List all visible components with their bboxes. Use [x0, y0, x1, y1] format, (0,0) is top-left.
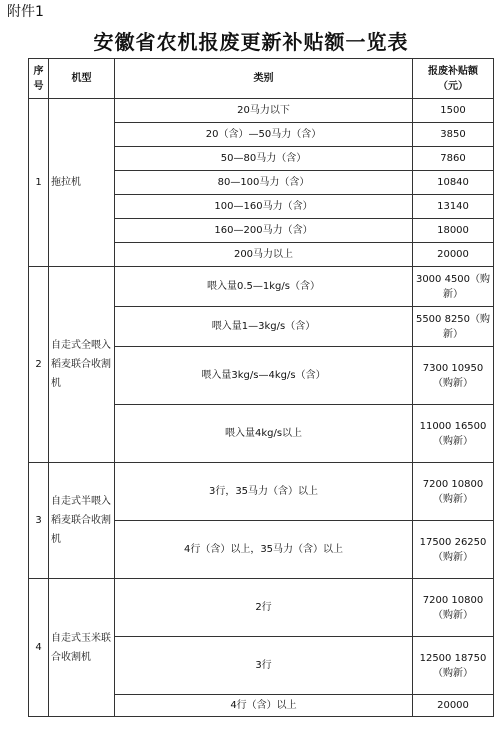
table-row	[29, 463, 494, 521]
table-row	[29, 267, 494, 307]
category-cell: 160—200马力（含）	[115, 219, 413, 243]
table-row	[29, 99, 494, 123]
header-no-line1: 序	[33, 65, 44, 77]
header-category: 类别	[115, 59, 413, 99]
row-number: 1	[29, 99, 49, 267]
category-cell: 4行（含）以上，35马力（含）以上	[115, 521, 413, 579]
amount-cell: 10840	[413, 171, 494, 195]
table-header-row	[29, 59, 494, 99]
category-cell: 喂入量1—3kg/s（含）	[115, 307, 413, 347]
category-cell: 喂入量3kg/s—4kg/s（含）	[115, 347, 413, 405]
category-cell: 喂入量0.5—1kg/s（含）	[115, 267, 413, 307]
amount-cell: 3000 4500（购新）	[413, 267, 494, 307]
header-machine: 机型	[49, 59, 115, 99]
amount-cell: 20000	[413, 695, 494, 717]
category-cell: 20马力以下	[115, 99, 413, 123]
header-amount-line1: 报废补贴额	[428, 65, 478, 77]
amount-cell: 7860	[413, 147, 494, 171]
amount-cell: 12500 18750（购新）	[413, 637, 494, 695]
amount-cell: 11000 16500（购新）	[413, 405, 494, 463]
amount-cell: 3850	[413, 123, 494, 147]
category-cell: 3行，35马力（含）以上	[115, 463, 413, 521]
machine-type: 自走式全喂入稻麦联合收割机	[49, 267, 115, 463]
amount-cell: 7200 10800（购新）	[413, 463, 494, 521]
amount-cell: 18000	[413, 219, 494, 243]
amount-cell: 20000	[413, 243, 494, 267]
category-cell: 喂入量4kg/s以上	[115, 405, 413, 463]
header-amount-line2: （元）	[438, 80, 468, 92]
category-cell: 2行	[115, 579, 413, 637]
category-cell: 200马力以上	[115, 243, 413, 267]
machine-type: 拖拉机	[49, 99, 115, 267]
row-number: 4	[29, 579, 49, 717]
machine-type: 自走式玉米联合收割机	[49, 579, 115, 717]
document-title: 安徽省农机报废更新补贴额一览表	[93, 30, 409, 54]
category-cell: 3行	[115, 637, 413, 695]
category-cell: 50—80马力（含）	[115, 147, 413, 171]
annex-label: 附件1	[7, 4, 44, 20]
row-number: 2	[29, 267, 49, 463]
row-number: 3	[29, 463, 49, 579]
amount-cell: 7200 10800（购新）	[413, 579, 494, 637]
amount-cell: 1500	[413, 99, 494, 123]
amount-cell: 5500 8250（购新）	[413, 307, 494, 347]
table-row	[29, 579, 494, 637]
category-cell: 80—100马力（含）	[115, 171, 413, 195]
amount-cell: 13140	[413, 195, 494, 219]
category-cell: 4行（含）以上	[115, 695, 413, 717]
amount-cell: 7300 10950（购新）	[413, 347, 494, 405]
machine-type: 自走式半喂入稻麦联合收割机	[49, 463, 115, 579]
subsidy-table	[28, 58, 494, 717]
header-amount	[413, 59, 494, 99]
amount-cell: 17500 26250（购新）	[413, 521, 494, 579]
header-no	[29, 59, 49, 99]
header-no-line2: 号	[33, 80, 44, 92]
category-cell: 100—160马力（含）	[115, 195, 413, 219]
category-cell: 20（含）—50马力（含）	[115, 123, 413, 147]
